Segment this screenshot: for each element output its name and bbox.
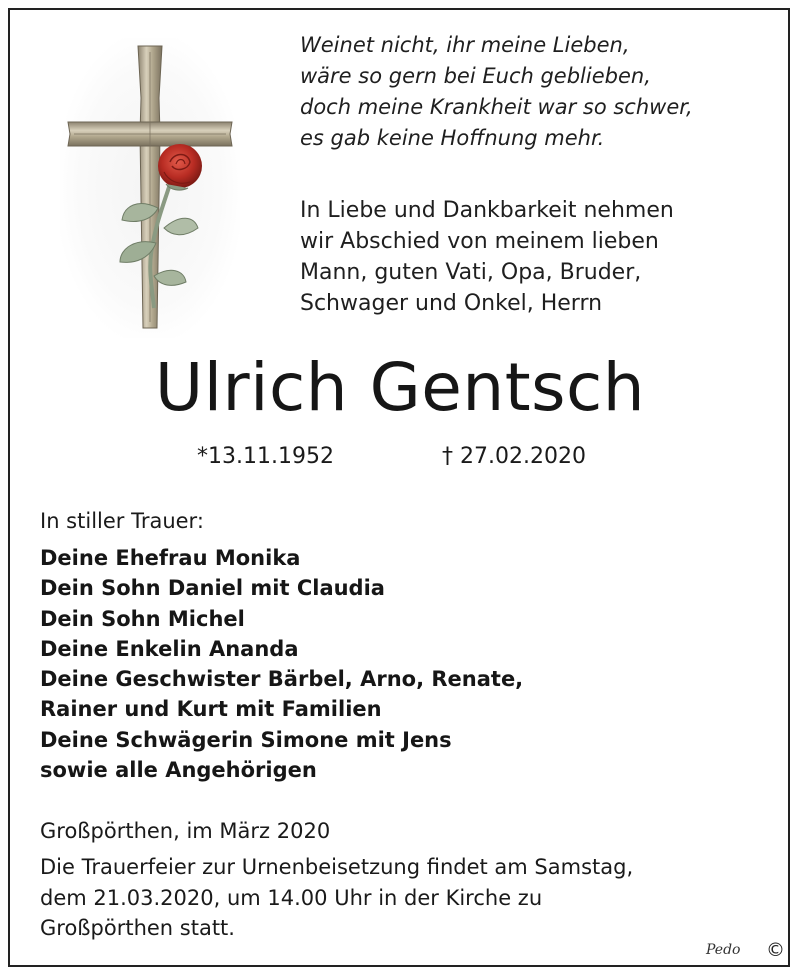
funeral-line: Großpörthen statt. [40, 916, 235, 940]
mourner-line: Dein Sohn Michel [40, 606, 245, 631]
funeral-info [40, 852, 770, 944]
intro-line: In Liebe und Dankbarkeit nehmen [300, 198, 674, 223]
intro-line: Mann, guten Vati, Opa, Bruder, [300, 260, 642, 285]
mourner-line: Rainer und Kurt mit Familien [40, 697, 382, 722]
mourning-label: In stiller Trauer: [40, 509, 204, 533]
mourner-line: sowie alle Angehörigen [40, 758, 317, 783]
intro-line: wir Abschied von meinem lieben [300, 229, 659, 254]
copyright-icon: © [766, 939, 785, 961]
mourner-line: Deine Schwägerin Simone mit Jens [40, 727, 452, 752]
poem-line: wäre so gern bei Euch geblieben, [300, 64, 651, 88]
mourner-line: Deine Enkelin Ananda [40, 636, 299, 661]
poem-line: es gab keine Hoffnung mehr. [300, 126, 605, 150]
poem-line: Weinet nicht, ihr meine Lieben, [300, 33, 630, 57]
birth-date: *13.11.1952 [197, 444, 334, 469]
place-date: Großpörthen, im März 2020 [40, 819, 331, 843]
funeral-line: Die Trauerfeier zur Urnenbeisetzung findet am Samstag, [40, 855, 634, 879]
mourner-line: Dein Sohn Daniel mit Claudia [40, 576, 385, 601]
death-date: † 27.02.2020 [442, 444, 586, 469]
mourner-line: Deine Geschwister Bärbel, Arno, Renate, [40, 667, 524, 692]
funeral-line: dem 21.03.2020, um 14.00 Uhr in der Kirche zu [40, 885, 543, 910]
mourner-line: Deine Ehefrau Monika [40, 546, 301, 570]
cross-with-rose-icon [60, 38, 240, 338]
intro-text [300, 195, 770, 319]
deceased-name: Ulrich Gentsch [154, 349, 646, 426]
poem [300, 30, 770, 154]
designer-signature: Pedo [706, 942, 741, 958]
poem-line: doch meine Krankheit war so schwer, [300, 95, 693, 119]
intro-line: Schwager und Onkel, Herrn [300, 291, 603, 316]
mourners-list [40, 543, 760, 785]
